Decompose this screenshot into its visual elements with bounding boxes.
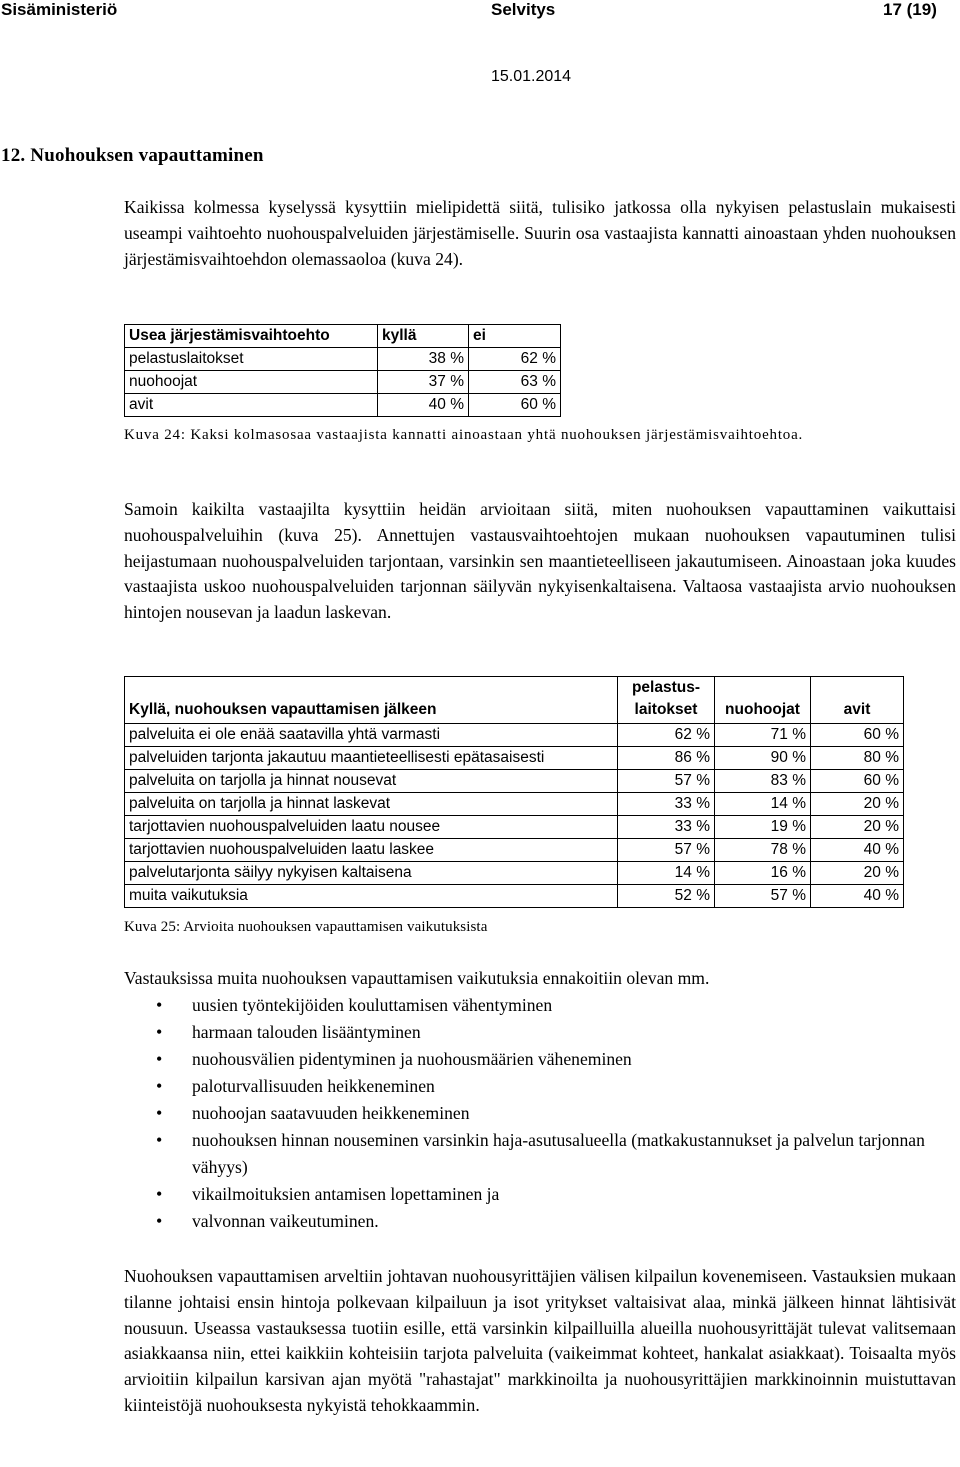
table-cell: 57 % — [715, 885, 811, 908]
table-header-cell: Kyllä, nuohouksen vapauttamisen jälkeen — [125, 677, 618, 724]
table-cell: 37 % — [378, 371, 469, 394]
table-cell: palveluita on tarjolla ja hinnat nousevat — [125, 770, 618, 793]
table-row — [125, 371, 561, 394]
table-row — [125, 793, 904, 816]
table-cell: 60 % — [811, 770, 904, 793]
list-item: • nuohousvälien pidentyminen ja nuohousmäärien väheneminen — [124, 1046, 956, 1073]
table-header-cell — [618, 677, 715, 724]
table-header-cell: Usea järjestämisvaihtoehto — [125, 325, 378, 348]
intro-paragraph: Kaikissa kolmessa kyselyssä kysyttiin mielipidettä siitä, tulisiko jatkossa olla nykyisen pelastuslain mukaisesti useampi vaihtoehto nuohouspalveluiden järjestämiselle. Suurin osa vastaajista kannatti ainoastaan yhden nuohouksen järjestämisvaihtoehdon olemassaoloa (kuva 24). — [124, 197, 956, 269]
table-cell: 57 % — [618, 770, 715, 793]
table-cell: pelastuslaitokset — [125, 348, 378, 371]
list-item: • vikailmoituksien antamisen lopettaminen ja — [124, 1181, 956, 1208]
table-row — [125, 862, 904, 885]
table-cell: 20 % — [811, 862, 904, 885]
table-cell: 14 % — [618, 862, 715, 885]
table-cell: 62 % — [618, 724, 715, 747]
table-cell: 71 % — [715, 724, 811, 747]
table-cell: 33 % — [618, 793, 715, 816]
table-liberalization-effects — [124, 676, 904, 908]
table-cell: 40 % — [378, 394, 469, 417]
table-cell: 20 % — [811, 793, 904, 816]
header-date: 15.01.2014 — [491, 68, 572, 85]
table-cell: 90 % — [715, 747, 811, 770]
table-row — [125, 885, 904, 908]
table-cell: 60 % — [811, 724, 904, 747]
list-item: • nuohoojan saatavuuden heikkeneminen — [124, 1100, 956, 1127]
table-cell: 33 % — [618, 816, 715, 839]
table-row — [125, 348, 561, 371]
table-cell: 19 % — [715, 816, 811, 839]
table-cell: 38 % — [378, 348, 469, 371]
table-header-row — [125, 325, 561, 348]
table-multiple-options — [124, 324, 561, 417]
table-cell: 20 % — [811, 816, 904, 839]
table-cell: 16 % — [715, 862, 811, 885]
table-cell: palveluita ei ole enää saatavilla yhtä varmasti — [125, 724, 618, 747]
header-line: laitokset — [634, 701, 698, 718]
section-heading: 12. Nuohouksen vapauttaminen — [1, 145, 264, 166]
header-line: pelastus- — [631, 679, 701, 696]
table-header-cell: avit — [811, 677, 904, 724]
table-cell: palveluiden tarjonta jakautuu maantieteellisesti epätasaisesti — [125, 747, 618, 770]
table-cell: 14 % — [715, 793, 811, 816]
header-page-number: 17 (19) — [883, 0, 937, 19]
table-row — [125, 816, 904, 839]
table-cell: 78 % — [715, 839, 811, 862]
table-cell: 62 % — [469, 348, 561, 371]
paragraph-effects: Samoin kaikilta vastaajilta kysyttiin heidän arvioitaan siitä, miten nuohouksen vapauttaminen vaikuttaisi nuohouspalveluihin (kuva 25). Annettujen vastausvaihtoehtojen mukaan nuohouksen vapautuminen tulisi heijastumaan nuohouspalveluiden tarjontaan, varsinkin sen maantieteelliseen jakautumiseen. Ainoastaan joka kuudes vastaajista uskoo nuohouspalveluiden tarjonnan säilyvän nykyisenkaltaisena. Valtaosa vastaajista arvio nuohouksen hintojen nousevan ja laadun laskevan. — [124, 499, 956, 623]
list-item: • paloturvallisuuden heikkeneminen — [124, 1073, 956, 1100]
table-row — [125, 839, 904, 862]
table-header-cell: nuohoojat — [715, 677, 811, 724]
list-item: • uusien työntekijöiden kouluttamisen vähentyminen — [124, 992, 956, 1019]
header-document-type: Selvitys — [491, 0, 556, 19]
effects-list — [124, 992, 956, 1235]
table-cell: 80 % — [811, 747, 904, 770]
list-item: • nuohouksen hinnan nouseminen varsinkin haja-asutusalueella (matkakustannukset ja palvelun tarjonnan vähyys) — [124, 1127, 956, 1181]
table-cell: muita vaikutuksia — [125, 885, 618, 908]
header-organization: Sisäministeriö — [1, 0, 118, 19]
table-row — [125, 394, 561, 417]
figure-caption-24: Kuva 24: Kaksi kolmasosaa vastaajista kannatti ainoastaan yhtä nuohouksen järjestämisvaihtoehtoa. — [124, 427, 804, 443]
table-cell: 40 % — [811, 885, 904, 908]
table-row — [125, 724, 904, 747]
table-row — [125, 747, 904, 770]
table-cell: 57 % — [618, 839, 715, 862]
list-item: • harmaan talouden lisääntyminen — [124, 1019, 956, 1046]
table-cell: 63 % — [469, 371, 561, 394]
table-cell: 52 % — [618, 885, 715, 908]
table-cell: 83 % — [715, 770, 811, 793]
table-cell: 40 % — [811, 839, 904, 862]
table-row — [125, 770, 904, 793]
page-header — [0, 0, 960, 24]
table-header-cell: kyllä — [378, 325, 469, 348]
table-cell: avit — [125, 394, 378, 417]
table-cell: palveluita on tarjolla ja hinnat laskevat — [125, 793, 618, 816]
table-cell: tarjottavien nuohouspalveluiden laatu laskee — [125, 839, 618, 862]
table-header-cell: ei — [469, 325, 561, 348]
table-cell: nuohoojat — [125, 371, 378, 394]
table-header-row — [125, 677, 904, 724]
figure-caption-25: Kuva 25: Arvioita nuohouksen vapauttamisen vaikutuksista — [124, 919, 488, 935]
paragraph-competition: Nuohouksen vapauttamisen arveltiin johtavan nuohousyrittäjien välisen kilpailun kovenemiseen. Vastauksien mukaan tilanne johtaisi ensin hintoja polkevaan kilpailuun ja isot yritykset valtaisivat alaa, minkä jälkeen hinnat lähtisivät nousuun. Useassa vastauksessa tuotiin esille, että varsinkin kilpailluilla alueilla nuohousyrittäjät tulevat valitsemaan asiakkaansa niin, ettei kaikkiin kohteisiin tarjota palveluita (vaikeimmat kohteet, hankalat asiakkaat). Toisaalta myös arvioitiin kilpailun karsivan ajan myötä "rahastajat" markkinoilta ja nuohousyrittäjien markkinoinnin muistuttavan kiinteistöjä nuohouksesta nykyistä tehokkaammin. — [124, 1266, 956, 1415]
table-cell: 86 % — [618, 747, 715, 770]
table-cell: palvelutarjonta säilyy nykyisen kaltaisena — [125, 862, 618, 885]
paragraph-other-effects: Vastauksissa muita nuohouksen vapauttamisen vaikutuksia ennakoitiin olevan mm. — [124, 968, 710, 988]
list-item: • valvonnan vaikeutuminen. — [124, 1208, 956, 1235]
table-cell: tarjottavien nuohouspalveluiden laatu nousee — [125, 816, 618, 839]
table-cell: 60 % — [469, 394, 561, 417]
